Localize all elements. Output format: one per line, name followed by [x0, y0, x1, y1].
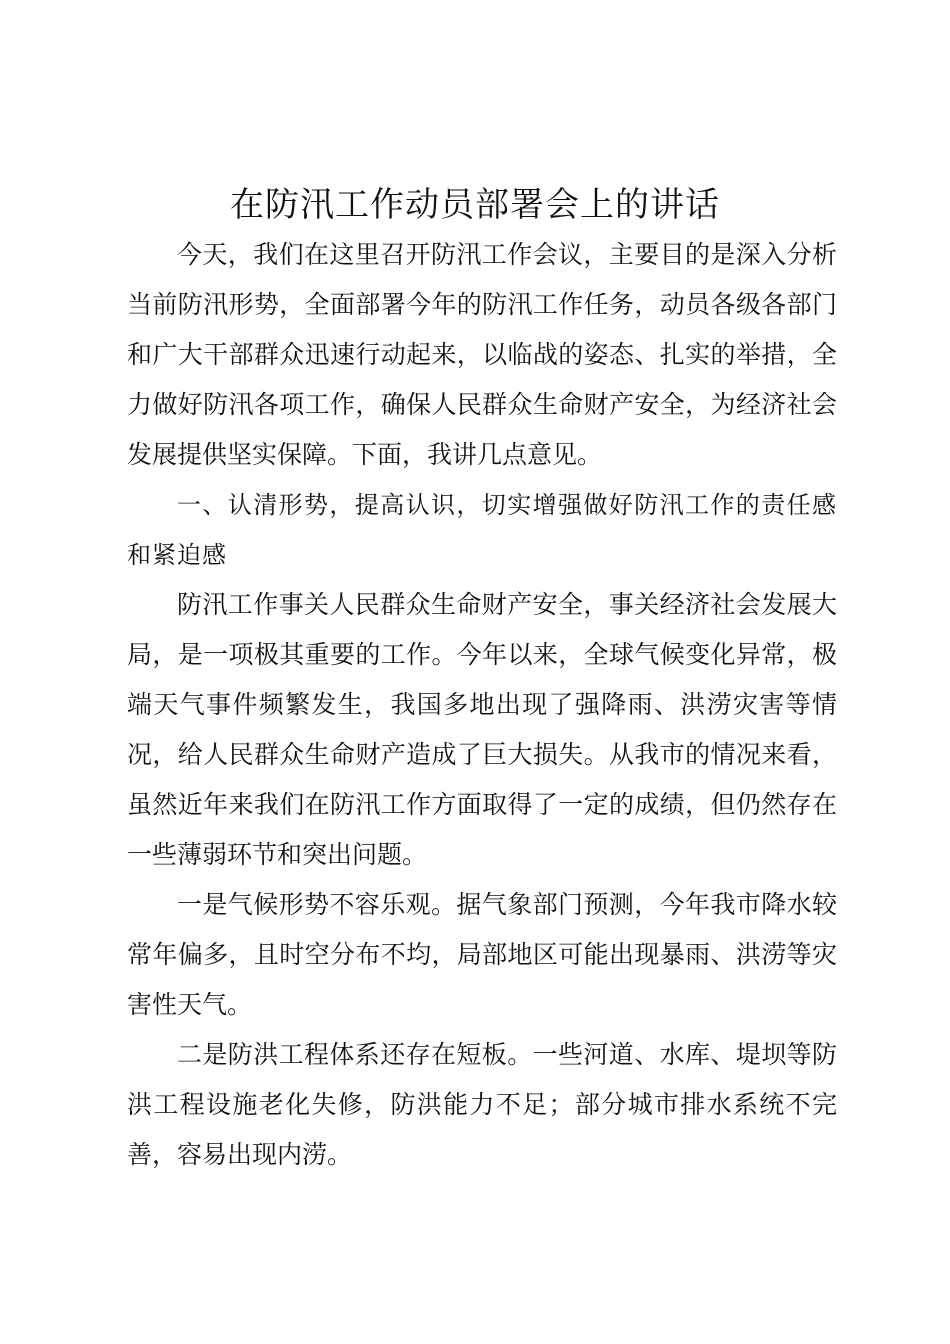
section-heading-1: 一、认清形势，提高认识，切实增强做好防汛工作的责任感和紧迫感: [127, 491, 837, 569]
paragraph-intro: 今天，我们在这里召开防汛工作会议，主要目的是深入分析当前防汛形势，全面部署今年的防汛工作任务，动员各级各部门和广大干部群众迅速行动起来，以临战的姿态、扎实的举措，全力做好防汛各项工作，确保人民群众生命财产安全，为经济社会发展提供坚实保障。下面，我讲几点意见。: [127, 240, 837, 469]
paragraph-situation: 防汛工作事关人民群众生命财产安全，事关经济社会发展大局，是一项极其重要的工作。今年以来，全球气候变化异常，极端天气事件频繁发生，我国多地出现了强降雨、洪涝灾害等情况，给人民群众生命财产造成了巨大损失。从我市的情况来看，虽然近年来我们在防汛工作方面取得了一定的成绩，但仍然存在一些薄弱环节和突出问题。: [127, 590, 837, 869]
paragraph-point-1: 一是气候形势不容乐观。据气象部门预测，今年我市降水较常年偏多，且时空分布不均，局部地区可能出现暴雨、洪涝等灾害性天气。: [127, 890, 837, 1019]
document-body: [127, 230, 837, 1180]
paragraph-point-2: 二是防洪工程体系还存在短板。一些河道、水库、堤坝等防洪工程设施老化失修，防洪能力不足；部分城市排水系统不完善，容易出现内涝。: [127, 1040, 837, 1169]
document-title: 在防汛工作动员部署会上的讲话: [230, 185, 720, 225]
